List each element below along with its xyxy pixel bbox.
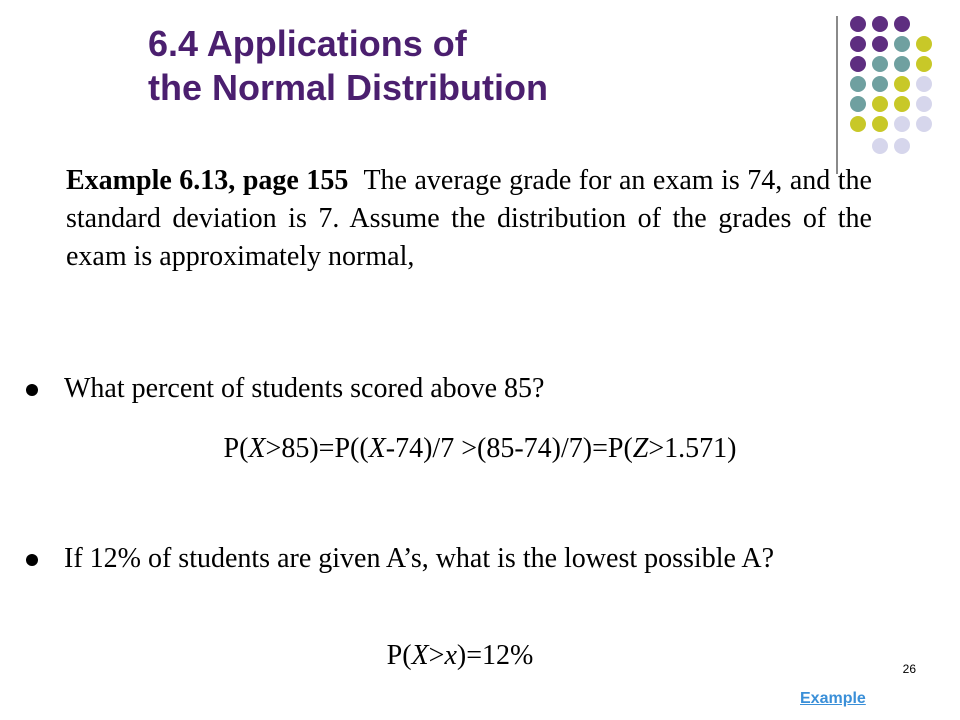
slide-title	[148, 22, 548, 110]
example-paragraph	[66, 162, 872, 276]
decorative-dot	[872, 96, 888, 112]
formula-percent-above-85	[0, 430, 960, 468]
formula-part: P(	[223, 433, 249, 464]
formula-part: -74)/7 >(85-74)/7)=P(	[385, 433, 633, 464]
decorative-dot	[916, 56, 932, 72]
decorative-divider	[836, 16, 838, 174]
decorative-dot	[894, 36, 910, 52]
formula-part: )=12%	[456, 640, 534, 671]
formula-part: >85)=P((	[265, 433, 369, 464]
example-description: The average grade for an exam is 74, and the standard deviation is 7. Assume the distribution of the grades of the exam is approximately normal,	[66, 165, 872, 272]
decorative-dot	[916, 76, 932, 92]
decorative-dot	[872, 116, 888, 132]
decorative-dot	[916, 36, 932, 52]
formula-part: >	[428, 640, 445, 671]
decorative-dot	[850, 76, 866, 92]
bullet-item-2	[26, 540, 874, 578]
decorative-dot	[850, 56, 866, 72]
decorative-dot	[850, 36, 866, 52]
title-line-1: 6.4 Applications of	[148, 23, 467, 64]
decorative-dot	[872, 56, 888, 72]
formula-variable: X	[368, 433, 386, 464]
decorative-dot	[894, 116, 910, 132]
page-number: 26	[902, 662, 916, 676]
bullet-item-1	[26, 370, 874, 408]
decorative-dot	[894, 56, 910, 72]
formula-part: P(	[386, 640, 412, 671]
bullet-text: If 12% of students are given A’s, what is the lowest possible A?	[64, 543, 775, 574]
decorative-dot	[872, 16, 888, 32]
decorative-dot	[850, 116, 866, 132]
decorative-dot	[916, 96, 932, 112]
formula-variable: x	[444, 640, 457, 671]
decorative-dot	[894, 96, 910, 112]
decorative-dot	[894, 138, 910, 154]
formula-variable: X	[248, 433, 266, 464]
decorative-dot	[872, 36, 888, 52]
example-link[interactable]: Example	[800, 690, 866, 707]
title-line-2: the Normal Distribution	[148, 67, 549, 108]
formula-variable: X	[411, 640, 429, 671]
formula-part: >1.571)	[648, 433, 737, 464]
decorative-dot	[872, 138, 888, 154]
formula-lowest-a	[0, 637, 940, 675]
decorative-dot	[894, 16, 910, 32]
decorative-dot	[916, 116, 932, 132]
example-reference: Example 6.13, page 155	[66, 165, 349, 196]
bullet-dot-icon	[26, 384, 38, 396]
decorative-dot	[850, 16, 866, 32]
decorative-dot	[872, 76, 888, 92]
formula-variable: Z	[632, 433, 649, 464]
decorative-dot	[894, 76, 910, 92]
bullet-dot-icon	[26, 554, 38, 566]
bullet-text: What percent of students scored above 85?	[64, 373, 545, 404]
decorative-dot	[850, 96, 866, 112]
